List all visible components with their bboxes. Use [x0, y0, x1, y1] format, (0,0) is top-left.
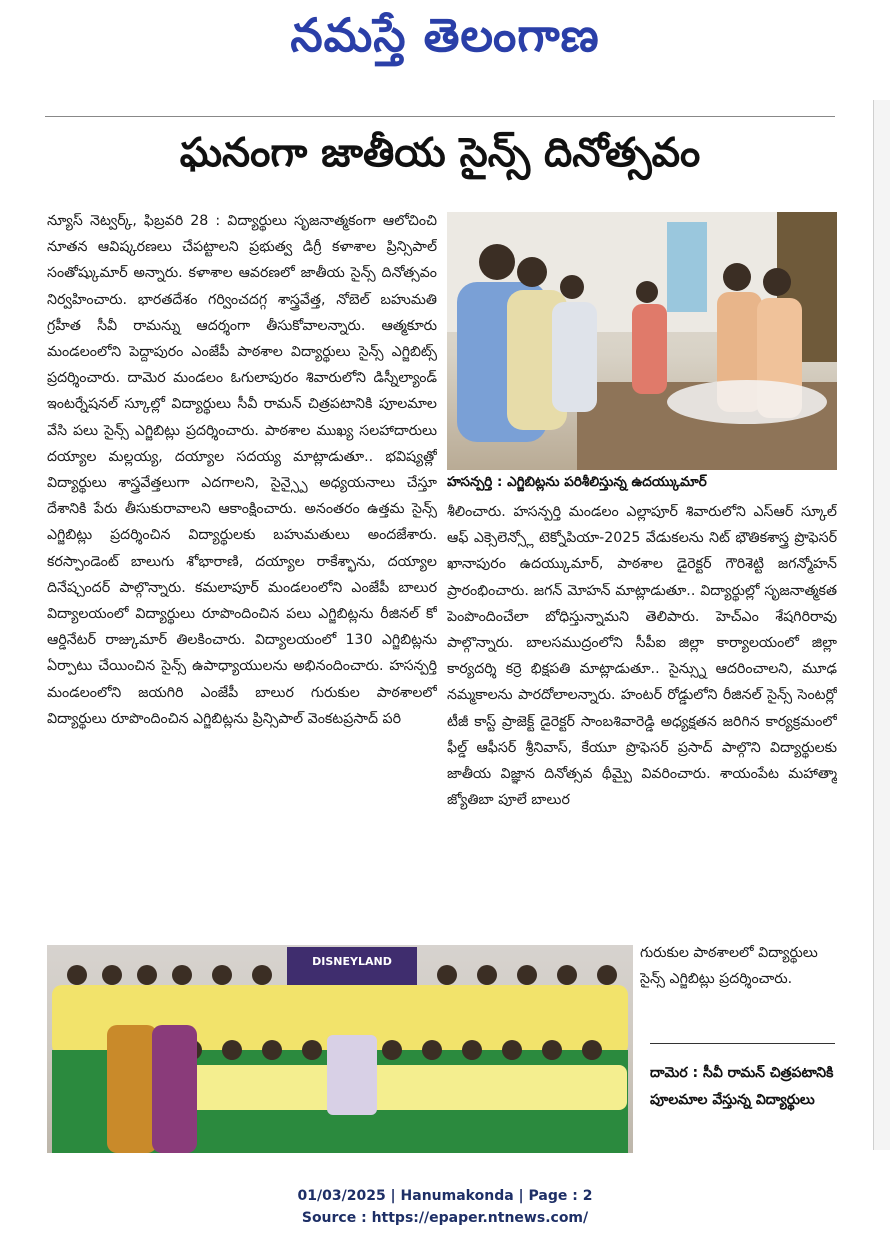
footer-date-edition: 01/03/2025 | Hanumakonda | Page : 2: [297, 1188, 593, 1204]
caption-bottom-photo: దామెర : సీవీ రామన్ చిత్రపటానికి పూలమాల వేస్తున్న విద్యార్థులు: [650, 1065, 834, 1108]
article-body-right: శీలించారు. హసన్పర్తి మండలం ఎల్లాపూర్ శివారులోని ఎస్ఆర్ స్కూల్ ఆఫ్ ఎక్సెలెన్స్లో టెక్నోపియా-2025 వేడుకలను నిట్ భౌతికశాస్త్ర ప్రొఫెసర్ ఖానాపురం ఉదయ్కుమార్, పాఠశాల డైరెక్టర్ గౌరిశెట్టి జగన్మోహన్ ప్రారంభించారు. జగన్ మోహన్ మాట్లాడుతూ.. విద్యార్థుల్లో సృజనాత్మకత పెంపొందించేలా బోధిస్తున్నామని తెలిపారు. హెచ్ఎం శేషగిరిరావు పాల్గొన్నారు. బాలసముద్రంలోని సీపీఐ జిల్లా కార్యాలయంలో జిల్లా కార్యదర్శి కర్రె భిక్షపతి మాట్లాడుతూ.. సైన్స్ను ఆదరించాలని, మూఢ నమ్మకాలను పారదోలాలన్నారు. హంటర్ రోడ్డులోని రీజినల్ సైన్స్ సెంటర్లో టీజీ కాస్ట్ ప్రాజెక్ట్ డైరెక్టర్ సాంబశివారెడ్డి అధ్యక్షతన జరిగిన కార్యక్రమంలో ఫీల్డ్ ఆఫీసర్ శ్రీనివాస్, కేయూ ప్రొఫెసర్ ప్రసాద్ పాల్గొని విద్యార్థులకు జాతీయ విజ్ఞాన దినోత్సవ థీమ్పై వివరించారు. శాయంపేట మహాత్మా జ్యోతిబా పూలే బాలుర: [447, 504, 837, 809]
caption-pointer-line: [650, 1043, 835, 1044]
article-photo-exhibition: [447, 212, 837, 470]
masthead: [0, 0, 890, 82]
page-footer: [0, 1185, 890, 1229]
adjacent-page-strip: [873, 100, 890, 1150]
article-photo-students: [47, 945, 633, 1153]
article-headline: ఘనంగా జాతీయ సైన్స్ దినోత్సవం: [179, 130, 701, 176]
photo-students-illustration: [47, 945, 633, 1153]
photo-banner-text: DISNEYLAND: [312, 955, 392, 968]
newspaper-logo: నమస్తే తెలంగాణ: [290, 8, 600, 62]
header-rule: [45, 116, 835, 117]
photo-exhibition-illustration: [447, 212, 837, 470]
article-body-right-continued: గురుకుల పాఠశాలలో విద్యార్థులు సైన్స్ ఎగ్జిబిట్లు ప్రదర్శించారు.: [640, 945, 818, 988]
article-body-left: న్యూస్ నెట్వర్క్, ఫిబ్రవరి 28 : విద్యార్థులు సృజనాత్మకంగా ఆలోచించి నూతన ఆవిష్కరణలు చేపట్టాలని ప్రభుత్వ డిగ్రీ కళాశాల ప్రిన్సిపాల్ సంతోష్కుమార్ అన్నారు. కళాశాల ఆవరణలో జాతీయ సైన్స్ దినోత్సవం నిర్వహించారు. భారతదేశం గర్వించదగ్గ శాస్త్రవేత్త, నోబెల్ బహుమతి గ్రహీత సీవీ రామన్ను ఆదర్శంగా తీసుకోవాలన్నారు. ఆత్మకూరు మండలంలోని పెద్దాపురం ఎంజేపీ పాఠశాల విద్యార్థులు సైన్స్ ఎగ్జిబిట్స్ ప్రదర్శించారు. దామెర మండలం ఓగులాపురం శివారులోని డిస్నీల్యాండ్ ఇంటర్నేషనల్ స్కూల్లో విద్యార్థులు సీవీ రామన్ చిత్రపటానికి పూలమాల వేసి పలు సైన్స్ ఎగ్జిబిట్లు ప్రదర్శించారు. పాఠశాల ముఖ్య సలహాదారులు దయ్యాల మల్లయ్య, దయ్యాల సదయ్య మాట్లాడుతూ.. భవిష్యత్లో విద్యార్థులు శాస్త్రవేత్తలుగా ఎదగాలని, సైన్స్పై అధ్యయనాలు చేస్తూ దేశానికి పేరు తీసుకురావాలని ఆకాంక్షించారు. అనంతరం ఉత్తమ సైన్స్ ఎగ్జిబిట్లు ప్రదర్శించిన విద్యార్థులకు బహుమతులు అందజేశారు. కరస్పాండెంట్ బాలుగు శోభారాణి, దయ్యాల రాకేశ్భాను, దయ్యాల దినేష్చందర్ పాల్గొన్నారు. కమలాపూర్ మండలంలోని ఎంజేపీ బాలుర విద్యాలయంలో విద్యార్థులు రూపొందించిన పలు ఎగ్జిబిట్లను రీజినల్ కో ఆర్డినేటర్ రాజ్కుమార్ తిలకించారు. విద్యాలయంలో 130 ఎగ్జిబిట్లను ఏర్పాటు చేయించిన సైన్స్ ఉపాధ్యాయులను అభినందించారు. హసన్పర్తి మండలంలోని జయగిరి ఎంజేపీ బాలుర గురుకుల పాఠశాలలో విద్యార్థులు రూపొందించిన ఎగ్జిబిట్లను ప్రిన్సిపాల్ వెంకటప్రసాద్ పరి: [47, 213, 437, 727]
footer-source-link[interactable]: Source : https://epaper.ntnews.com/: [301, 1210, 589, 1226]
caption-top-photo: హసన్పర్తి : ఎగ్జిబిట్లను పరిశీలిస్తున్న ఉదయ్కుమార్: [447, 474, 707, 490]
